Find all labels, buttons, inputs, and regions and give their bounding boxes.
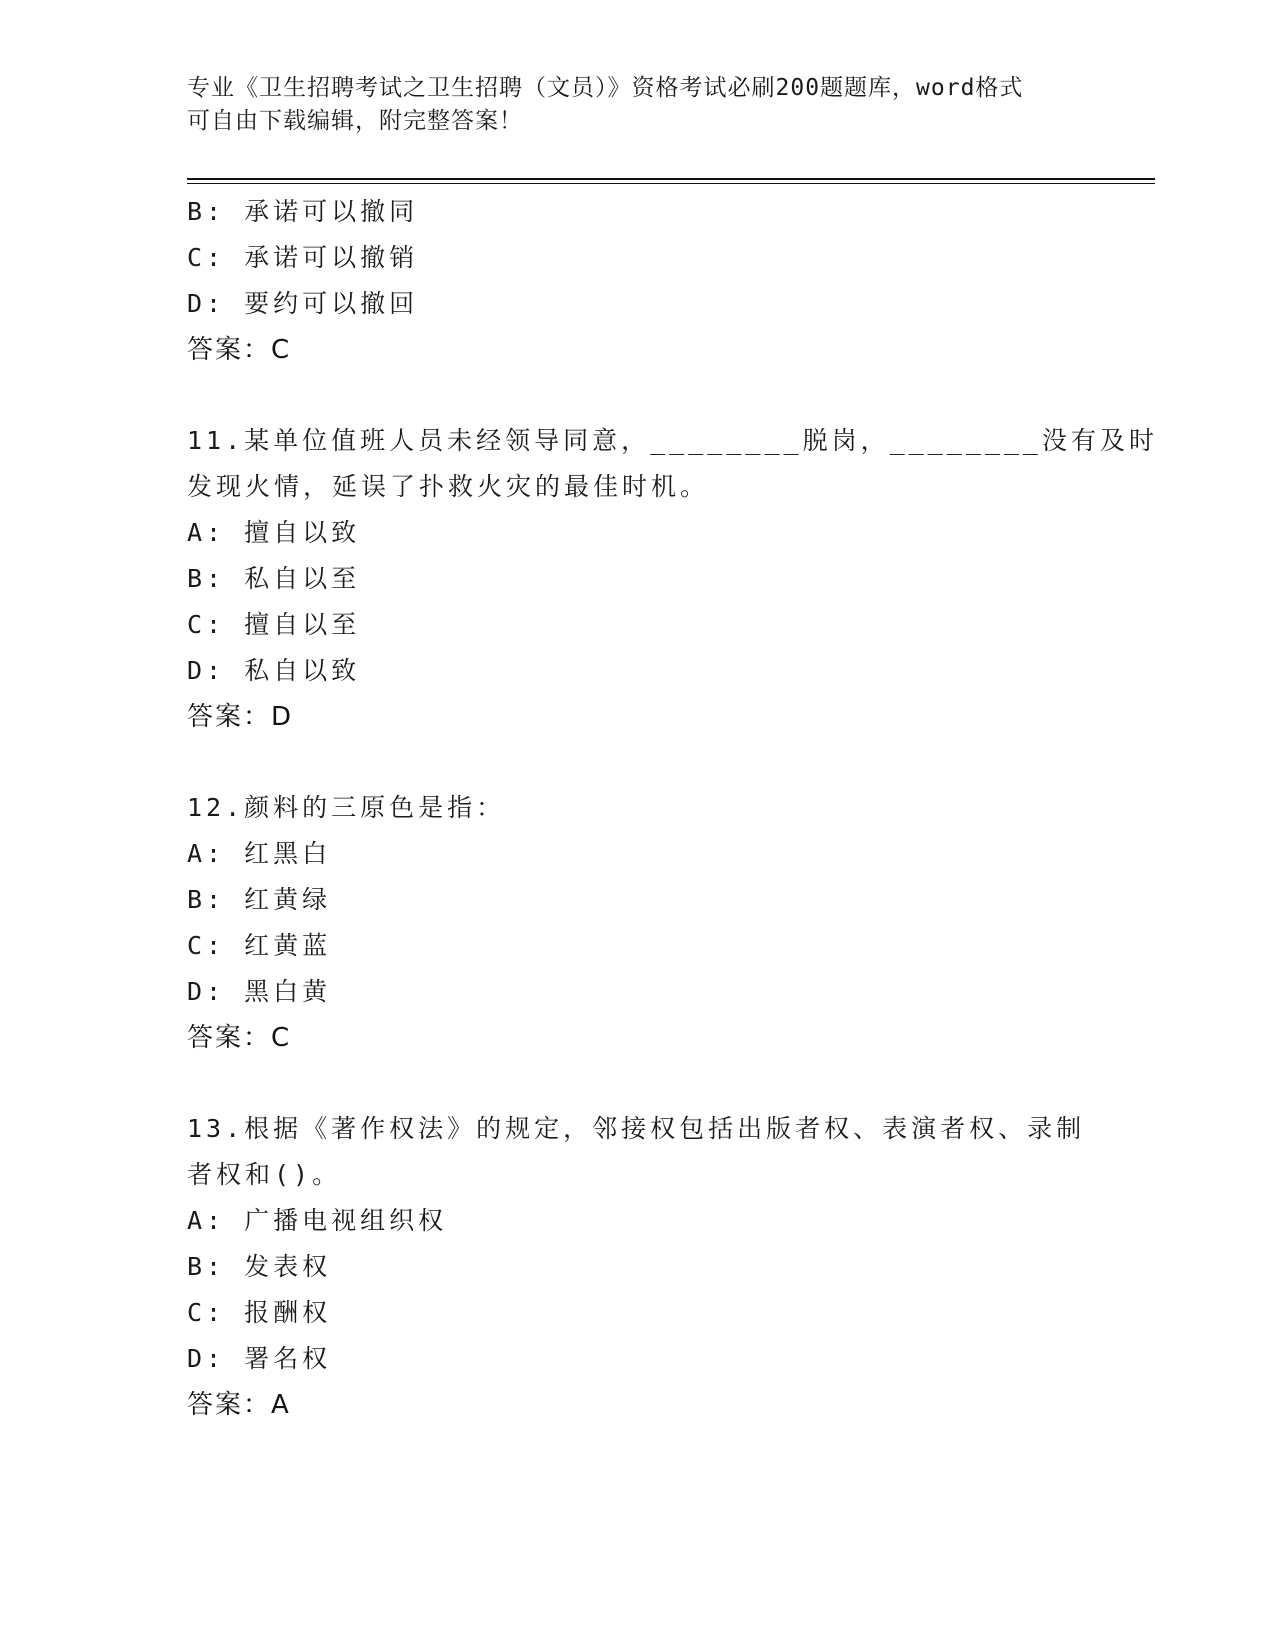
answer-line: 答案：C (187, 335, 292, 365)
question-10 (187, 189, 1087, 373)
question-list (187, 189, 1158, 1428)
option-a: A: 红黑白 (187, 839, 332, 868)
spacer (187, 740, 1087, 785)
option-d: D: 私自以致 (187, 656, 361, 685)
question-text-line-2: 者权和()。 (187, 1160, 342, 1189)
option-c: C: 报酬权 (187, 1298, 332, 1327)
option-b: B: 发表权 (187, 1252, 332, 1281)
question-11 (187, 418, 1158, 740)
question-text-line-1: 12.颜料的三原色是指： (187, 793, 506, 822)
question-text-line-1: 13.根据《著作权法》的规定，邻接权包括出版者权、表演者权、录制 (187, 1114, 1086, 1143)
answer-line: 答案：A (187, 1390, 291, 1420)
question-text-line-2: 发现火情，延误了扑救火灾的最佳时机。 (187, 472, 710, 501)
question-13 (187, 1106, 1087, 1428)
answer-line: 答案：D (187, 702, 294, 732)
spacer (187, 1061, 1087, 1106)
option-b: B: 红黄绿 (187, 885, 332, 914)
header-divider-thick (187, 178, 1155, 180)
option-d: D: 黑白黄 (187, 977, 332, 1006)
option-b: B: 承诺可以撤同 (187, 197, 419, 226)
option-b: B: 私自以至 (187, 564, 361, 593)
option-c: C: 承诺可以撤销 (187, 243, 419, 272)
option-a: A: 擅自以致 (187, 518, 361, 547)
option-c: C: 红黄蓝 (187, 931, 332, 960)
header-divider-thin (187, 183, 1155, 184)
header-line-2: 可自由下载编辑，附完整答案！ (187, 108, 523, 134)
answer-line: 答案：C (187, 1023, 292, 1053)
spacer (187, 373, 1087, 418)
document-header (187, 72, 1067, 138)
option-c: C: 擅自以至 (187, 610, 361, 639)
option-a: A: 广播电视组织权 (187, 1206, 448, 1235)
option-d: D: 要约可以撤回 (187, 289, 419, 318)
question-text-line-1: 11.某单位值班人员未经领导同意，________脱岗，________没有及时 (187, 426, 1158, 455)
option-d: D: 署名权 (187, 1344, 332, 1373)
question-12 (187, 785, 1087, 1061)
header-line-1: 专业《卫生招聘考试之卫生招聘（文员）》资格考试必刷200题题库，word格式 (187, 75, 1024, 101)
